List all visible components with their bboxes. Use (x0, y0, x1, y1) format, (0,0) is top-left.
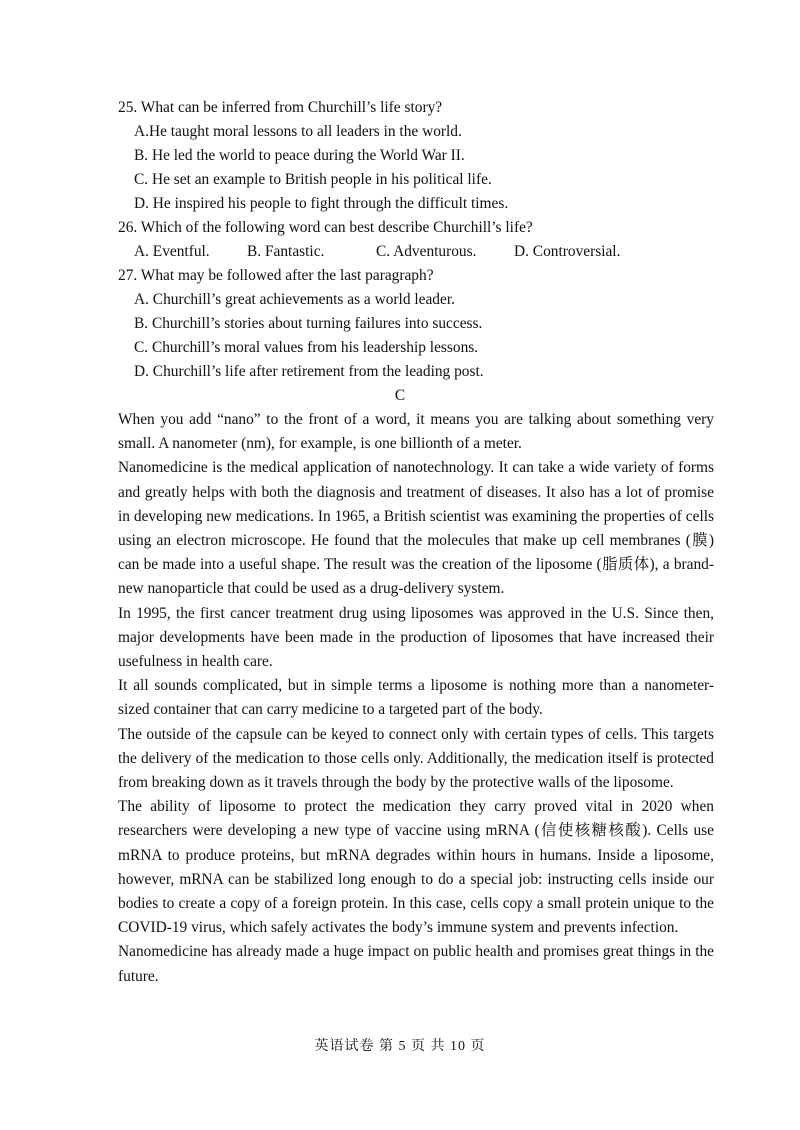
question-stem: 25. What can be inferred from Churchill’s life story? (118, 99, 443, 116)
question-stem: 27. What may be followed after the last paragraph? (118, 267, 434, 284)
answer-option: B. Fantastic. (247, 243, 325, 260)
passage-paragraph (118, 674, 714, 722)
passage-paragraph (118, 795, 714, 940)
answer-option: D. Controversial. (514, 243, 621, 260)
answer-option: D. He inspired his people to fight through the difficult times. (134, 195, 509, 212)
question-stem: 26. Which of the following word can best describe Churchill’s life? (118, 219, 533, 236)
passage-paragraph (118, 456, 714, 601)
passage-paragraph (118, 602, 714, 675)
paragraph-text: Nanomedicine has already made a huge impact on public health and promises great things in the future. (118, 943, 714, 985)
passage-paragraph (118, 408, 714, 456)
answer-option: B. He led the world to peace during the World War II. (134, 147, 465, 164)
page-footer: 英语试卷 第 5 页 共 10 页 (314, 1039, 486, 1054)
paragraph-text: When you add “nano” to the front of a word, it means you are talking about something very small. A nanometer (nm), for example, is one billionth of a meter. (118, 411, 714, 453)
paragraph-text: It all sounds complicated, but in simple terms a liposome is nothing more than a nanometer-sized container that can carry medicine to a targeted part of the body. (118, 677, 714, 719)
answer-option-row (118, 240, 738, 264)
answer-option: C. He set an example to British people in his political life. (134, 171, 492, 188)
answer-option: C. Adventurous. (376, 243, 477, 260)
answer-option: A. Eventful. (134, 243, 210, 260)
reading-passage (118, 408, 714, 989)
paragraph-text: The ability of liposome to protect the medication they carry proved vital in 2020 when researchers were developing a new type of vaccine using mRNA (信使核糖核酸). Cells use mRNA to produce proteins, but mRNA degrades within hours in humans. Inside a liposome, however, mRNA can be stabilized long enough to do a special job: instructing cells inside our bodies to create a copy of a foreign protein. In this case, cells copy a small protein unique to the COVID-19 virus, which safely activates the body’s immune system and prevents infection. (118, 798, 714, 937)
answer-option: C. Churchill’s moral values from his leadership lessons. (134, 339, 479, 356)
answer-option: A. Churchill’s great achievements as a world leader. (134, 291, 455, 308)
section-heading: C (394, 387, 406, 404)
paragraph-text: The outside of the capsule can be keyed to connect only with certain types of cells. This targets the delivery of the medication to those cells only. Additionally, the medication itself is protected from breaking down as it travels through the body by the protective walls of the liposome. (118, 725, 714, 792)
passage-paragraph (118, 723, 714, 796)
answer-option: B. Churchill’s stories about turning failures into success. (134, 315, 483, 332)
answer-option: D. Churchill’s life after retirement from the leading post. (134, 363, 484, 380)
question-block (118, 96, 738, 384)
paragraph-text: Nanomedicine is the medical application of nanotechnology. It can take a wide variety of forms and greatly helps with both the diagnosis and treatment of diseases. It also has a lot of promise in developing new medications. In 1965, a British scientist was examining the properties of cells using an electron microscope. He found that the molecules that make up cell membranes (膜) can be made into a useful shape. The result was the creation of the liposome (脂质体), a brand-new nanoparticle that could be used as a drug-delivery system. (118, 459, 714, 598)
passage-paragraph (118, 940, 714, 988)
paragraph-text: In 1995, the first cancer treatment drug using liposomes was approved in the U.S. Since then, major developments have been made in the production of liposomes that have increased their usefulness in health care. (118, 604, 714, 671)
answer-option: A.He taught moral lessons to all leaders in the world. (134, 123, 462, 140)
